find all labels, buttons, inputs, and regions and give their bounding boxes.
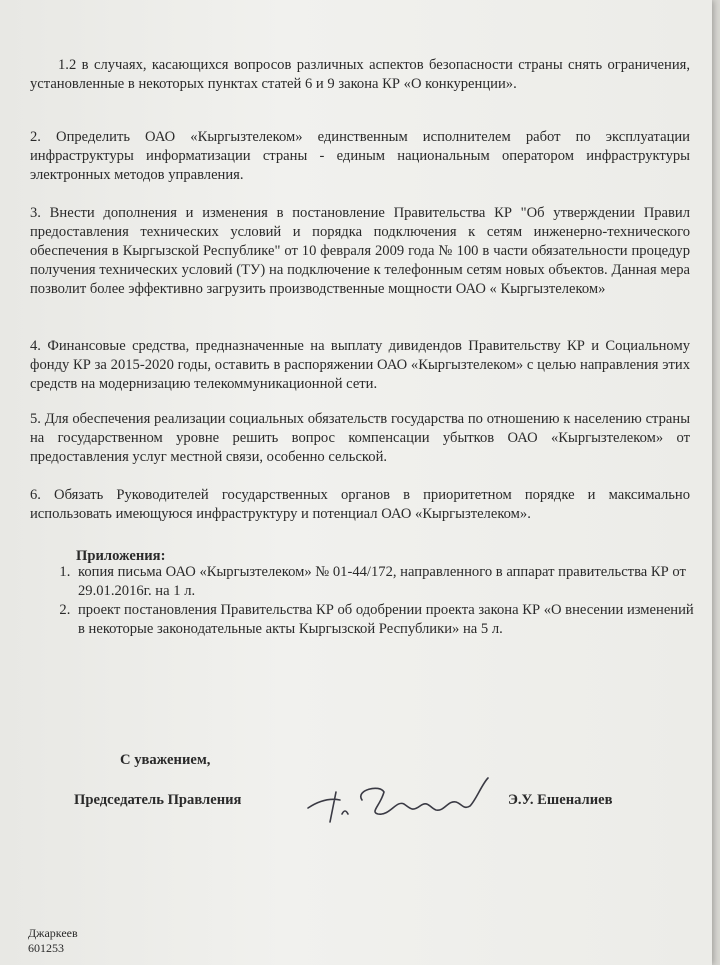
- paragraph-2: 2. Определить ОАО «Кыргызтелеком» единственным исполнителем работ по эксплуатации инфраструктуры информатизации страны - единым национальным оператором инфраструктуры электронных методов управления.: [30, 129, 690, 183]
- appendix-item: 1. копия письма ОАО «Кыргызтелеком» № 01-44/172, направленного в аппарат правительства КР от 29.01.2016г. на 1 л.: [74, 563, 694, 601]
- executor-phone: 601253: [28, 941, 64, 955]
- paragraph-5: 5. Для обеспечения реализации социальных обязательств государства по отношению к населению страны на государственном уровне решить вопрос компенсации убытков ОАО «Кыргызтелеком» от предоставления услуг местной связи, особенно сельской.: [30, 411, 690, 465]
- paragraph-3: 3. Внести дополнения и изменения в постановление Правительства КР "Об утверждении Правил предоставления технических условий и порядка подключения к сетям инженерно-технического обеспечения в Кыргызской Республике" от 10 февраля 2009 года № 100 в части обязательности процедур получения технических условий (ТУ) на подключение к телефонным сетям новых объектов. Данная мера позволит более эффективно загрузить производственные мощности ОАО « Кыргызтелеком»: [30, 205, 690, 297]
- signatory-position: Председатель Правления: [74, 792, 242, 808]
- executor-name: Джаркеев: [28, 926, 78, 940]
- closing-phrase: С уважением,: [120, 752, 211, 768]
- signatory-name: Э.У. Ешеналиев: [508, 792, 613, 808]
- appendix-list: [54, 563, 694, 639]
- appendix-item: 2. проект постановления Правительства КР об одобрении проекта закона КР «О внесении изменений в некоторые законодательные акты Кыргызской Республики» на 5 л.: [74, 601, 694, 639]
- appendix-title: Приложения:: [76, 548, 166, 564]
- signature-image: [300, 770, 500, 830]
- paragraph-4: 4. Финансовые средства, предназначенные на выплату дивидендов Правительству КР и Социальному фонду КР за 2015-2020 годы, оставить в распоряжении ОАО «Кыргызтелеком» с целью направления этих средств на модернизацию телекоммуникационной сети.: [30, 338, 690, 392]
- executor-block: [28, 926, 78, 956]
- paragraph-6: 6. Обязать Руководителей государственных органов в приоритетном порядке и максимально использовать имеющуюся инфраструктуру и потенциал ОАО «Кыргызтелеком».: [30, 487, 690, 522]
- paragraph-1-2: 1.2 в случаях, касающихся вопросов различных аспектов безопасности страны снять ограничения, установленные в некоторых пунктах статей 6 и 9 закона КР «О конкуренции».: [30, 57, 690, 92]
